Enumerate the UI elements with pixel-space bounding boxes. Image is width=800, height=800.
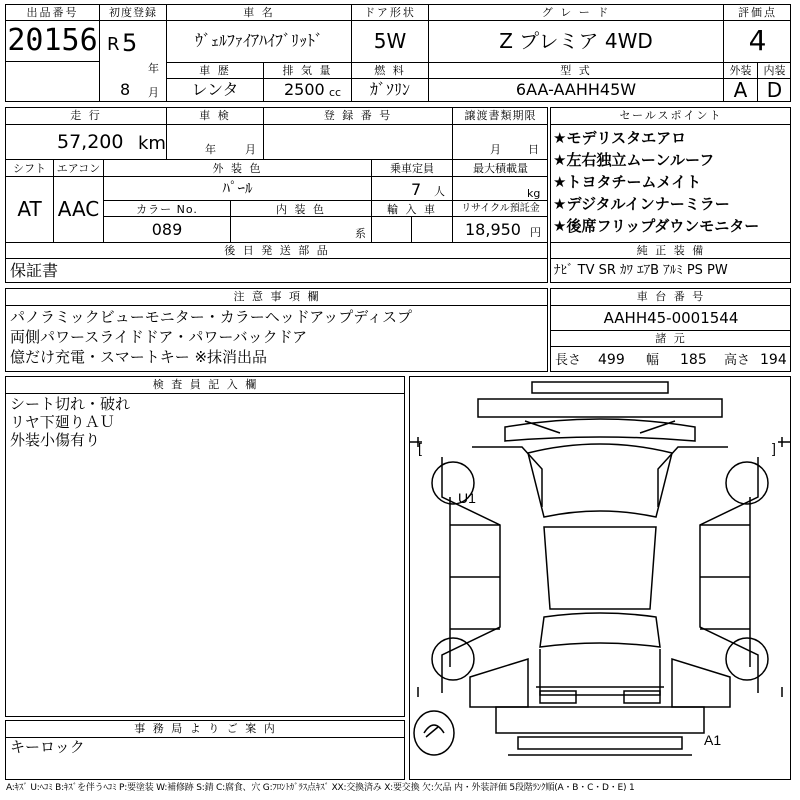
first-reg-month: 8: [120, 80, 131, 99]
mileage-unit: km: [138, 133, 166, 154]
divider: [5, 159, 548, 160]
color-label: 外 装 色: [212, 162, 263, 175]
note-line: パノラミックビューモニター・カラーヘッドアップディスプ: [10, 308, 413, 326]
capacity: 7: [411, 180, 422, 199]
divider: [5, 176, 548, 177]
interior-label: 内装: [763, 64, 786, 77]
office-note: キーロック: [10, 738, 85, 756]
model-code: 6AA-AAHH45W: [515, 80, 637, 99]
chassis-number: AAHH45-0001544: [603, 309, 739, 327]
divider: [103, 200, 548, 201]
dims-label: 諸 元: [655, 332, 687, 345]
era: R: [107, 34, 120, 55]
import-label: 輸 入 車: [387, 203, 437, 216]
capacity-unit: 人: [434, 185, 445, 198]
notes-label: 注 意 事 項 欄: [233, 290, 321, 303]
bracket-close: ]: [772, 440, 776, 456]
later-parts: 保証書: [10, 261, 59, 280]
car-outline: [410, 382, 790, 755]
lot-number: 20156: [7, 23, 98, 58]
sales-point: ★左右独立ムーンルーフ: [553, 151, 715, 169]
recycle-deposit: 18,950: [465, 220, 521, 239]
interior-color-unit: 系: [355, 227, 366, 240]
height-label: 高さ: [724, 353, 751, 368]
history: レンタ: [191, 80, 239, 99]
reg-no-label: 登 録 番 号: [323, 109, 393, 122]
interior-color-label: 内 装 色: [276, 203, 326, 216]
note-line: 両側パワースライドドア・パワーバックドア: [10, 328, 308, 346]
width: 185: [680, 352, 707, 368]
color-no: 089: [151, 220, 183, 239]
grade: Z プレミア 4WD: [499, 29, 653, 53]
first-reg-label: 初度登録: [109, 6, 157, 19]
bracket-open: [: [418, 440, 422, 456]
shift: AT: [17, 197, 42, 221]
fuel-label: 燃 料: [374, 64, 406, 77]
door-type: 5W: [373, 29, 407, 53]
score-label: 評価点: [738, 6, 777, 19]
recycle-unit: 円: [530, 226, 541, 239]
shift-label: シフト: [13, 162, 46, 175]
door-label: ドア形状: [364, 6, 416, 19]
equipment-label: 純 正 装 備: [636, 244, 706, 257]
sales-point: ★トヨタチームメイト: [553, 173, 702, 191]
height: 194: [760, 352, 787, 368]
damage-mark-u1: U1: [458, 490, 476, 506]
car-damage-diagram: [410, 377, 790, 779]
later-parts-label: 後 日 発 送 部 品: [224, 244, 330, 257]
note-line: 億だけ充電・スマートキー ※抹消出品: [10, 348, 268, 366]
office-label: 事 務 局 よ り ご 案 内: [134, 722, 277, 735]
year-unit: 年: [148, 62, 159, 75]
sales-points-label: セールスポイント: [619, 109, 723, 122]
inspector-label: 検 査 員 記 入 欄: [152, 378, 259, 391]
divider: [550, 124, 791, 125]
divider: [166, 78, 723, 79]
color-no-label: カラー No.: [136, 203, 198, 216]
recycle-label: リサイクル預託金: [461, 203, 540, 214]
score: 4: [748, 24, 767, 57]
inspector-line: シート切れ・破れ: [10, 395, 131, 413]
transfer-label: 譲渡書類期限: [464, 109, 537, 122]
divider: [103, 216, 548, 217]
max-load-unit: kg: [527, 187, 541, 200]
transfer-month-unit: 月: [490, 143, 501, 156]
divider: [550, 242, 791, 243]
inspection-month-unit: 月: [245, 143, 256, 156]
divider: [5, 242, 548, 243]
divider: [550, 258, 791, 259]
length-label: 長さ: [555, 353, 582, 368]
car-name-label: 車 名: [243, 6, 275, 19]
exterior-label: 外装: [729, 64, 752, 77]
divider: [411, 216, 412, 242]
divider: [99, 4, 100, 102]
divider: [5, 20, 791, 21]
inspector-line: 外装小傷有り: [10, 431, 101, 449]
divider: [166, 62, 791, 63]
inspection-year-unit: 年: [205, 143, 216, 156]
equipment: ﾅﾋﾞ TV SR ｶﾜ ｴｱB ｱﾙﾐ PS PW: [554, 263, 728, 278]
ac: AAC: [57, 197, 100, 221]
footer-legend: A:ｷｽﾞ U:ﾍｺﾐ B:ｷｽﾞを伴うﾍｺﾐ P:要塗装 W:補修跡 S:錆 C:腐食、穴 G:ﾌﾛﾝﾄｶﾞﾗｽ点ｷｽﾞ XX:交換済み X:要交換 欠:欠品 内・外装評価 5段階ﾗﾝｸ順(A・B・C・D・E) 1: [6, 783, 635, 793]
car-name: ｳﾞｪﾙﾌｧｲｱﾊｲﾌﾞﾘｯﾄﾞ: [194, 31, 323, 50]
displacement-label: 排 気 量: [282, 64, 333, 77]
capacity-label: 乗車定員: [390, 162, 434, 175]
divider: [550, 305, 791, 306]
divider: [550, 346, 791, 347]
divider: [5, 124, 548, 125]
ac-label: エアコン: [56, 162, 101, 175]
width-label: 幅: [646, 353, 660, 368]
inspection-label: 車 検: [199, 109, 231, 122]
divider: [5, 61, 100, 62]
model-label: 型 式: [560, 64, 592, 77]
exterior-grade: A: [733, 78, 748, 102]
displacement: 2500: [284, 80, 325, 99]
divider: [5, 305, 548, 306]
displacement-unit: cc: [329, 86, 342, 99]
sales-point: ★モデリスタエアロ: [553, 129, 687, 147]
lot-label: 出品番号: [26, 6, 79, 19]
month-unit: 月: [148, 86, 159, 99]
length: 499: [598, 352, 625, 368]
divider: [5, 258, 548, 259]
sales-point: ★後席フリップダウンモニター: [553, 217, 760, 235]
grade-label: グ レ ー ド: [541, 6, 611, 19]
mileage: 57,200: [57, 131, 124, 153]
max-load-label: 最大積載量: [473, 162, 528, 175]
inspector-line: リヤ下廻りＡＵ: [10, 413, 115, 431]
fuel: ｶﾞｿﾘﾝ: [369, 80, 410, 99]
damage-mark-a1: A1: [704, 732, 722, 748]
chassis-label: 車 台 番 号: [636, 290, 706, 303]
first-reg-year: 5: [122, 29, 138, 57]
mileage-label: 走 行: [70, 109, 102, 122]
divider: [550, 330, 791, 331]
body-color: ﾊﾟｰﾙ: [222, 179, 253, 197]
sales-point: ★デジタルインナーミラー: [553, 195, 730, 213]
interior-grade: D: [766, 78, 783, 102]
divider: [5, 393, 405, 394]
history-label: 車 歴: [199, 64, 231, 77]
transfer-day-unit: 日: [528, 143, 539, 156]
